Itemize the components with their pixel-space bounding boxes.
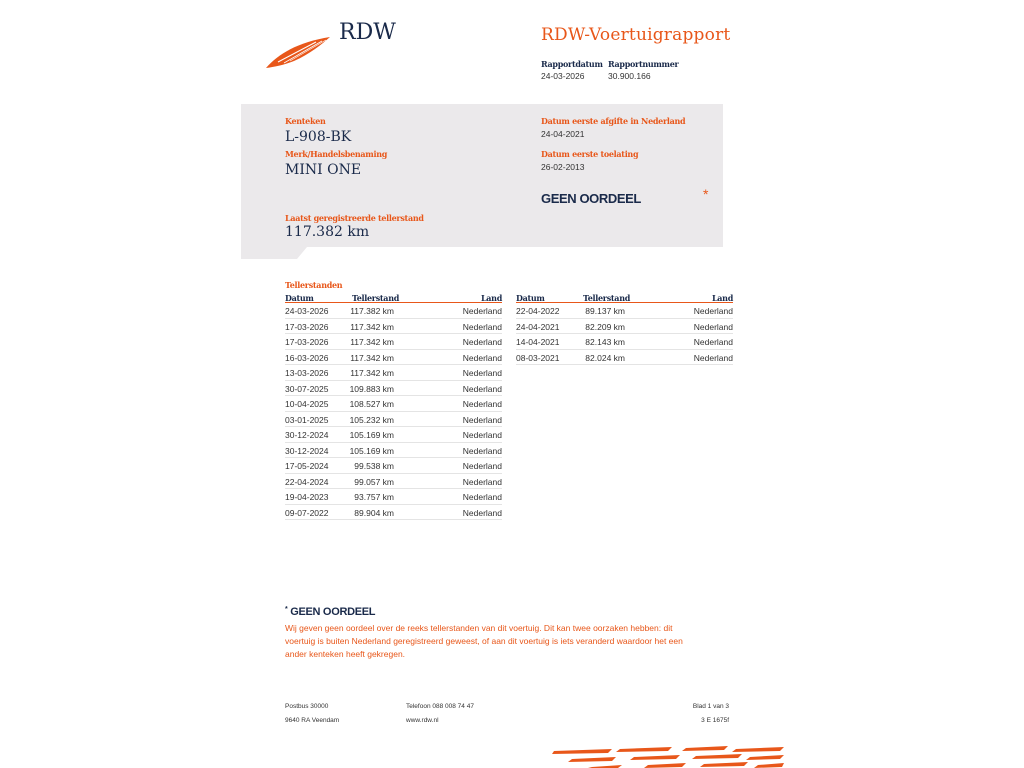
column-header-date: Datum [285, 293, 314, 303]
cell-odometer: 105.232 km [349, 414, 394, 425]
first-admission-label: Datum eerste toelating [541, 149, 639, 159]
table-row [285, 365, 502, 381]
table-row [285, 489, 502, 505]
table-row [516, 319, 733, 335]
cell-country: Nederland [462, 476, 502, 487]
cell-date: 13-03-2026 [285, 368, 329, 378]
footer-address-line2: 9640 RA Veendam [285, 717, 340, 724]
cell-odometer: 82.209 km [585, 321, 625, 332]
table-header [516, 293, 733, 303]
cell-date: 17-03-2026 [285, 337, 329, 347]
table-row [285, 505, 502, 521]
footer-phone: Telefoon 088 008 74 47 [406, 703, 474, 710]
cell-odometer: 99.057 km [354, 476, 394, 487]
cell-odometer: 105.169 km [349, 445, 394, 456]
cell-odometer: 117.342 km [350, 352, 394, 363]
first-nl-value: 24-04-2021 [541, 129, 585, 139]
cell-odometer: 108.527 km [349, 399, 394, 409]
cell-date: 30-07-2025 [285, 383, 329, 394]
report-title: RDW-Voertuigrapport [541, 25, 731, 45]
cell-odometer: 89.904 km [354, 507, 394, 518]
cell-date: 14-04-2021 [516, 337, 560, 347]
cell-country: Nederland [693, 352, 733, 363]
table-row [285, 381, 502, 397]
odometer-value: 117.382 km [285, 224, 370, 240]
footer-address-line1: Postbus 30000 [285, 703, 329, 710]
cell-date: 30-12-2024 [285, 445, 329, 456]
footnote-marker: * [285, 606, 288, 613]
first-admission-value: 26-02-2013 [541, 162, 585, 172]
cell-date: 24-03-2026 [285, 306, 329, 316]
cell-country: Nederland [462, 337, 502, 347]
cell-country: Nederland [693, 306, 733, 316]
rdw-logo-icon [264, 34, 332, 70]
table-header [285, 293, 502, 303]
cell-country: Nederland [462, 306, 502, 316]
cell-date: 16-03-2026 [285, 352, 329, 363]
cell-date: 17-05-2024 [285, 461, 329, 471]
odometer-label: Laatst geregistreerde tellerstand [285, 213, 424, 223]
cell-country: Nederland [462, 414, 502, 425]
cell-country: Nederland [462, 492, 502, 502]
cell-country: Nederland [462, 507, 502, 518]
cell-odometer: 117.382 km [350, 306, 394, 316]
make-value: MINI ONE [285, 162, 362, 178]
cell-date: 10-04-2025 [285, 399, 329, 409]
cell-odometer: 117.342 km [350, 368, 394, 378]
table-row [285, 350, 502, 366]
cell-country: Nederland [462, 399, 502, 409]
table-row [285, 396, 502, 412]
cell-country: Nederland [462, 352, 502, 363]
cell-date: 30-12-2024 [285, 430, 329, 440]
table-row [285, 412, 502, 428]
brand-name: RDW [339, 20, 396, 45]
panel-tab-decoration [241, 247, 307, 259]
odometer-table-right [516, 293, 733, 365]
verdict-text: GEEN OORDEEL [541, 191, 641, 206]
cell-country: Nederland [462, 445, 502, 456]
make-label: Merk/Handelsbenaming [285, 149, 388, 159]
cell-country: Nederland [462, 321, 502, 332]
cell-country: Nederland [462, 368, 502, 378]
cell-odometer: 117.342 km [350, 337, 394, 347]
footnote-title-text: GEEN OORDEEL [290, 606, 376, 618]
verdict-asterisk: * [703, 186, 709, 202]
table-row [285, 319, 502, 335]
table-row [285, 303, 502, 319]
decorative-stripes-icon [552, 745, 784, 768]
report-date-value: 24-03-2026 [541, 71, 585, 81]
table-row [516, 303, 733, 319]
cell-date: 03-01-2025 [285, 414, 329, 425]
report-number-label: Rapportnummer [608, 59, 679, 69]
column-header-date: Datum [516, 293, 545, 303]
cell-country: Nederland [693, 321, 733, 332]
cell-country: Nederland [693, 337, 733, 347]
cell-country: Nederland [462, 430, 502, 440]
cell-odometer: 117.342 km [350, 321, 394, 332]
cell-date: 24-04-2021 [516, 321, 560, 332]
column-header-odometer: Tellerstand [352, 293, 400, 303]
odometer-table-left [285, 293, 502, 520]
table-row [285, 458, 502, 474]
cell-odometer: 105.169 km [349, 430, 394, 440]
table-row [516, 350, 733, 366]
column-header-country: Land [480, 293, 502, 303]
cell-country: Nederland [462, 383, 502, 394]
cell-odometer: 109.883 km [349, 383, 394, 394]
plate-label: Kenteken [285, 116, 326, 126]
cell-odometer: 82.024 km [585, 352, 625, 363]
table-body [516, 303, 733, 365]
table-body [285, 303, 502, 520]
odometer-table-title: Tellerstanden [285, 280, 343, 290]
footer-page-number: Blad 1 van 3 [692, 703, 729, 710]
footer-website: www.rdw.nl [406, 717, 439, 724]
cell-date: 17-03-2026 [285, 321, 329, 332]
first-nl-label: Datum eerste afgifte in Nederland [541, 116, 686, 126]
table-row [285, 427, 502, 443]
table-row [516, 334, 733, 350]
cell-country: Nederland [462, 461, 502, 471]
plate-value: L-908-BK [285, 129, 352, 145]
footnote-text: Wij geven geen oordeel over de reeks tellerstanden van dit voertuig. Dit kan twee oorzaken hebben: dit voertuig is buiten Nederland geregistreerd geweest, of aan dit voertuig is iets veranderd waardoor het een ander kenteken heeft gekregen. [285, 623, 683, 659]
report-date-label: Rapportdatum [541, 59, 603, 69]
cell-date: 19-04-2023 [285, 492, 329, 502]
cell-odometer: 93.757 km [354, 492, 394, 502]
footer-document-code: 3 E 1675f [701, 717, 729, 724]
cell-odometer: 89.137 km [585, 306, 625, 316]
table-row [285, 334, 502, 350]
report-number-value: 30.900.166 [608, 71, 651, 81]
table-row [285, 474, 502, 490]
column-header-odometer: Tellerstand [583, 293, 631, 303]
cell-date: 22-04-2024 [285, 476, 329, 487]
cell-odometer: 99.538 km [354, 461, 394, 471]
cell-odometer: 82.143 km [585, 337, 625, 347]
table-row [285, 443, 502, 459]
cell-date: 08-03-2021 [516, 352, 560, 363]
cell-date: 09-07-2022 [285, 507, 329, 518]
footnote-title [285, 606, 375, 618]
cell-date: 22-04-2022 [516, 306, 560, 316]
column-header-country: Land [711, 293, 733, 303]
